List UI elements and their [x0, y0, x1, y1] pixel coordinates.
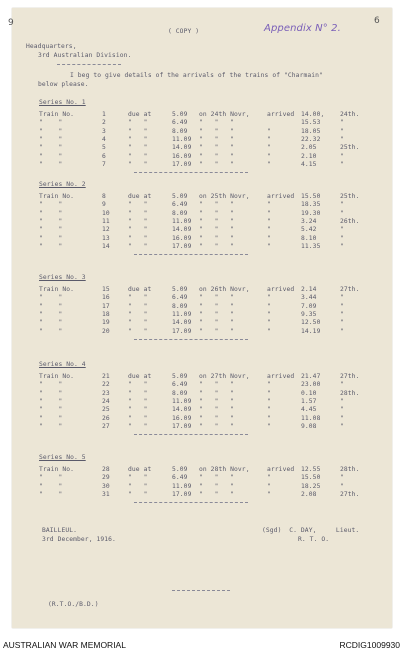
train-row-cell: " [267, 490, 271, 498]
train-row-cell: " [340, 381, 344, 389]
train-row-cell: " " [39, 482, 63, 490]
archive-credit: AUSTRALIAN WAR MEMORIAL [3, 640, 126, 650]
train-row-cell: 9.35 [301, 310, 317, 318]
archive-id: RCDIG1009930 [339, 640, 400, 650]
train-row-cell: 9 [102, 201, 106, 209]
train-row-cell: " " [128, 490, 148, 498]
train-row-cell: 14.09 [172, 226, 192, 234]
intro-text: below please. [38, 81, 89, 88]
train-row-cell: 14.09 [172, 144, 192, 152]
train-row-cell: arrived [267, 193, 295, 200]
train-row-cell: 25th. [340, 144, 360, 152]
separator-line [172, 590, 230, 591]
separator-line [57, 64, 121, 65]
separator-line [134, 172, 248, 173]
train-row-cell: " [267, 302, 271, 310]
train-row-cell: Train No. [39, 373, 75, 380]
train-row-cell: " " " [199, 310, 235, 318]
train-row-cell: 24 [102, 397, 110, 405]
train-row-cell: " " " [199, 234, 235, 242]
train-row-cell: 15.53 [301, 119, 321, 127]
train-row-cell: " " [128, 152, 148, 160]
train-row-cell: " " " [199, 406, 235, 414]
train-row-cell: " " " [199, 127, 235, 135]
train-row-cell: " [340, 127, 344, 135]
train-row-cell: " " " [199, 160, 235, 168]
train-row-cell: 15.50 [301, 474, 321, 482]
train-row-cell: " [340, 234, 344, 242]
train-row-cell: due at [128, 373, 152, 380]
train-row-cell: " " " [199, 414, 235, 422]
train-row-cell: " [267, 310, 271, 318]
train-row-cell: 14.19 [301, 327, 321, 335]
train-row-cell: " [340, 201, 344, 209]
train-row-cell: 11.09 [172, 482, 192, 490]
train-row-cell: 1 [102, 111, 106, 118]
train-row-cell: " " [39, 310, 63, 318]
train-row-cell: " " [128, 209, 148, 217]
train-row-cell: 4.45 [301, 406, 317, 414]
train-row-cell: 27th. [340, 373, 360, 380]
train-row-cell: " " " [199, 327, 235, 335]
train-row-cell: " " [39, 127, 63, 135]
train-row-cell: " [340, 327, 344, 335]
train-row-cell: " " " [199, 152, 235, 160]
train-row-cell: 8.09 [172, 389, 188, 397]
train-row-cell: " [340, 302, 344, 310]
series-title: Series No. 5 [39, 454, 86, 461]
train-row-cell: 12.55 [301, 466, 321, 473]
train-row-cell: 2.08 [301, 490, 317, 498]
train-row-cell: " " " [199, 319, 235, 327]
train-row-cell: " " [39, 302, 63, 310]
train-row-cell: 9.08 [301, 422, 317, 430]
copy-label: ( COPY ) [168, 28, 200, 35]
train-row-cell: 6.49 [172, 201, 188, 209]
train-row-cell: Train No. [39, 111, 75, 118]
train-row-cell: 5.09 [172, 193, 188, 200]
train-row-cell: " " " [199, 226, 235, 234]
train-row-cell: " [340, 209, 344, 217]
train-row-cell: on 27th Novr, [199, 373, 250, 380]
train-row-cell: 3.24 [301, 217, 317, 225]
train-row-cell: 27th. [340, 490, 360, 498]
train-row-cell: " [267, 327, 271, 335]
train-row-cell: " [267, 319, 271, 327]
train-row-cell: due at [128, 193, 152, 200]
reference-code: (R.T.O./B.D.) [48, 601, 99, 608]
letter-date: 3rd December, 1916. [42, 536, 116, 543]
corner-mark: 9 [8, 18, 14, 28]
train-row-cell: " " " [199, 422, 235, 430]
train-row-cell: " [267, 474, 271, 482]
train-row-cell: arrived [267, 286, 295, 293]
train-row-cell: " [340, 422, 344, 430]
train-row-cell: 11.35 [301, 242, 321, 250]
train-row-cell: Train No. [39, 466, 75, 473]
train-row-cell: " [267, 135, 271, 143]
place-name: BAILLEUL. [42, 527, 78, 534]
train-row-cell: 6.49 [172, 119, 188, 127]
train-row-cell: 19 [102, 319, 110, 327]
train-row-cell: " " [128, 381, 148, 389]
train-row-cell: 15.50 [301, 193, 321, 200]
train-row-cell: due at [128, 286, 152, 293]
train-row-cell: " " [128, 482, 148, 490]
train-row-cell: 12.50 [301, 319, 321, 327]
train-row-cell: 30 [102, 482, 110, 490]
train-row-cell: 8.10 [301, 234, 317, 242]
train-row-cell: " " [128, 119, 148, 127]
train-row-cell: 19.30 [301, 209, 321, 217]
train-row-cell: 23 [102, 389, 110, 397]
train-row-cell: 3.44 [301, 294, 317, 302]
train-row-cell: " " [128, 397, 148, 405]
train-row-cell: 16.09 [172, 414, 192, 422]
separator-line [134, 254, 248, 255]
train-row-cell: 25th. [340, 193, 360, 200]
train-row-cell: 13 [102, 234, 110, 242]
train-row-cell: 17.09 [172, 490, 192, 498]
train-row-cell: " " " [199, 119, 235, 127]
train-row-cell: 14.00, [301, 111, 325, 118]
train-row-cell: 14 [102, 242, 110, 250]
train-row-cell: " " [128, 422, 148, 430]
train-row-cell: " " " [199, 135, 235, 143]
train-row-cell: arrived [267, 373, 295, 380]
train-row-cell: " " [128, 389, 148, 397]
train-row-cell: " [267, 294, 271, 302]
train-row-cell: " " [39, 490, 63, 498]
train-row-cell: " [340, 406, 344, 414]
train-row-cell: " " [128, 474, 148, 482]
train-row-cell: on 26th Novr, [199, 286, 250, 293]
train-row-cell: " " [39, 209, 63, 217]
appendix-annotation: Appendix N° 2. [264, 23, 341, 34]
train-row-cell: " [340, 482, 344, 490]
train-row-cell: 5.42 [301, 226, 317, 234]
train-row-cell: 5.09 [172, 466, 188, 473]
series-title: Series No. 1 [39, 99, 86, 106]
train-row-cell: " " [39, 226, 63, 234]
train-row-cell: 11.09 [172, 310, 192, 318]
train-row-cell: " " [128, 414, 148, 422]
train-row-cell: 4.15 [301, 160, 317, 168]
train-row-cell: " [267, 127, 271, 135]
train-row-cell: " " [39, 397, 63, 405]
train-row-cell: 6 [102, 152, 106, 160]
train-row-cell: 8.09 [172, 209, 188, 217]
train-row-cell: " [340, 319, 344, 327]
train-row-cell: " [267, 160, 271, 168]
train-row-cell: 6.49 [172, 474, 188, 482]
train-row-cell: 6.49 [172, 294, 188, 302]
train-row-cell: " " [39, 319, 63, 327]
train-row-cell: 24th. [340, 111, 360, 118]
train-row-cell: 5.09 [172, 286, 188, 293]
train-row-cell: 22.32 [301, 135, 321, 143]
train-row-cell: 16.09 [172, 234, 192, 242]
addressee-line: Headquarters, [26, 43, 77, 50]
train-row-cell: " [267, 414, 271, 422]
page-number: 6 [374, 16, 380, 26]
train-row-cell: " " [128, 144, 148, 152]
train-row-cell: " " [39, 327, 63, 335]
train-row-cell: " " " [199, 209, 235, 217]
series-title: Series No. 3 [39, 274, 86, 281]
train-row-cell: 26 [102, 414, 110, 422]
train-row-cell: " " " [199, 482, 235, 490]
train-row-cell: " " [39, 381, 63, 389]
train-row-cell: 17.09 [172, 242, 192, 250]
train-row-cell: 7 [102, 160, 106, 168]
train-row-cell: 5 [102, 144, 106, 152]
train-row-cell: " " [39, 422, 63, 430]
train-row-cell: " [267, 389, 271, 397]
train-row-cell: 28th. [340, 466, 360, 473]
train-row-cell: " " [39, 234, 63, 242]
train-row-cell: " [340, 242, 344, 250]
train-row-cell: " [340, 226, 344, 234]
train-row-cell: 8 [102, 193, 106, 200]
train-row-cell: 16.09 [172, 152, 192, 160]
train-row-cell: Train No. [39, 193, 75, 200]
train-row-cell: 4 [102, 135, 106, 143]
train-row-cell: " " " [199, 242, 235, 250]
train-row-cell: 25 [102, 406, 110, 414]
train-row-cell: 27th. [340, 286, 360, 293]
train-row-cell: " " [39, 160, 63, 168]
separator-line [134, 434, 248, 435]
train-row-cell: 17.09 [172, 160, 192, 168]
train-row-cell: " " [39, 389, 63, 397]
signature-line: (Sgd) C. DAY, Lieut. [262, 527, 360, 534]
train-row-cell: due at [128, 111, 152, 118]
train-row-cell: " " [128, 217, 148, 225]
train-row-cell: " " " [199, 389, 235, 397]
train-row-cell: 11.08 [301, 414, 321, 422]
train-row-cell: on 28th Novr, [199, 466, 250, 473]
train-row-cell: " [340, 135, 344, 143]
train-row-cell: 26th. [340, 217, 360, 225]
train-row-cell: " " [39, 242, 63, 250]
train-row-cell: 17 [102, 302, 110, 310]
train-row-cell: " [267, 209, 271, 217]
train-row-cell: 18 [102, 310, 110, 318]
train-row-cell: " " " [199, 201, 235, 209]
train-row-cell: " " " [199, 294, 235, 302]
train-row-cell: " " [39, 294, 63, 302]
train-row-cell: " " " [199, 381, 235, 389]
train-row-cell: " " [39, 414, 63, 422]
train-row-cell: " " " [199, 490, 235, 498]
train-row-cell: 2 [102, 119, 106, 127]
train-row-cell: 31 [102, 490, 110, 498]
train-row-cell: " " [128, 135, 148, 143]
intro-text: I beg to give details of the arrivals of the trains of "Charmain" [70, 72, 323, 79]
train-row-cell: 0.10 [301, 389, 317, 397]
train-row-cell: 2.05 [301, 144, 317, 152]
train-row-cell: 16 [102, 294, 110, 302]
series-title: Series No. 2 [39, 181, 86, 188]
train-row-cell: 22 [102, 381, 110, 389]
train-row-cell: " " [128, 327, 148, 335]
train-row-cell: " [267, 234, 271, 242]
train-row-cell: 11.09 [172, 397, 192, 405]
train-row-cell: 8.09 [172, 302, 188, 310]
train-row-cell: 18.35 [301, 201, 321, 209]
train-row-cell: 7.09 [301, 302, 317, 310]
train-row-cell: " " [128, 310, 148, 318]
train-row-cell: on 25th Novr, [199, 193, 250, 200]
train-row-cell: " " [128, 160, 148, 168]
train-row-cell: " " [39, 135, 63, 143]
train-row-cell: on 24th Novr, [199, 111, 250, 118]
train-row-cell: 11 [102, 217, 110, 225]
train-row-cell: 17.09 [172, 422, 192, 430]
train-row-cell: 14.09 [172, 406, 192, 414]
signatory-role: R. T. O. [298, 536, 330, 543]
train-row-cell: 11.09 [172, 135, 192, 143]
train-row-cell: 17.09 [172, 327, 192, 335]
train-row-cell: " " [128, 319, 148, 327]
train-row-cell: " " [39, 119, 63, 127]
train-row-cell: " [267, 381, 271, 389]
train-row-cell: " [267, 397, 271, 405]
train-row-cell: arrived [267, 111, 295, 118]
train-row-cell: " " [39, 201, 63, 209]
train-row-cell: 12 [102, 226, 110, 234]
series-title: Series No. 4 [39, 361, 86, 368]
separator-line [134, 339, 248, 340]
train-row-cell: 21 [102, 373, 110, 380]
train-row-cell: 28 [102, 466, 110, 473]
train-row-cell: " [267, 422, 271, 430]
train-row-cell: " [340, 310, 344, 318]
addressee-line: 3rd Australian Division. [38, 52, 132, 59]
train-row-cell: " [267, 242, 271, 250]
train-row-cell: " " " [199, 217, 235, 225]
train-row-cell: 3 [102, 127, 106, 135]
train-row-cell: " [267, 144, 271, 152]
train-row-cell: 2.14 [301, 286, 317, 293]
train-row-cell: 18.25 [301, 482, 321, 490]
train-row-cell: 29 [102, 474, 110, 482]
train-row-cell: 18.05 [301, 127, 321, 135]
train-row-cell: " [267, 482, 271, 490]
train-row-cell: " " [128, 302, 148, 310]
train-row-cell: 15 [102, 286, 110, 293]
train-row-cell: " [267, 217, 271, 225]
separator-line [134, 502, 248, 503]
train-row-cell: " [267, 201, 271, 209]
document-page [8, 8, 392, 628]
train-row-cell: " " [39, 217, 63, 225]
train-row-cell: " [267, 406, 271, 414]
train-row-cell: " " [128, 234, 148, 242]
train-row-cell: 10 [102, 209, 110, 217]
train-row-cell: 2.10 [301, 152, 317, 160]
train-row-cell: " [267, 226, 271, 234]
train-row-cell: " " " [199, 397, 235, 405]
train-row-cell: " " [128, 226, 148, 234]
train-row-cell: " " [128, 242, 148, 250]
train-row-cell: 6.49 [172, 381, 188, 389]
train-row-cell: " " [128, 294, 148, 302]
train-row-cell: " " [39, 406, 63, 414]
train-row-cell: " [340, 294, 344, 302]
train-row-cell: 28th. [340, 389, 360, 397]
train-row-cell: Train No. [39, 286, 75, 293]
train-row-cell: 5.09 [172, 111, 188, 118]
train-row-cell: 20 [102, 327, 110, 335]
train-row-cell: 21.47 [301, 373, 321, 380]
train-row-cell: 11.09 [172, 217, 192, 225]
train-row-cell: 1.57 [301, 397, 317, 405]
train-row-cell: " " [39, 144, 63, 152]
train-row-cell: " " [39, 152, 63, 160]
train-row-cell: 14.09 [172, 319, 192, 327]
train-row-cell: " " [128, 127, 148, 135]
train-row-cell: " [340, 414, 344, 422]
train-row-cell: " " " [199, 474, 235, 482]
train-row-cell: arrived [267, 466, 295, 473]
train-row-cell: 5.09 [172, 373, 188, 380]
train-row-cell: 8.09 [172, 127, 188, 135]
train-row-cell: " [340, 152, 344, 160]
train-row-cell: " [340, 474, 344, 482]
train-row-cell: " " " [199, 302, 235, 310]
train-row-cell: " " [128, 201, 148, 209]
train-row-cell: " " [39, 474, 63, 482]
train-row-cell: " " [128, 406, 148, 414]
train-row-cell: " " " [199, 144, 235, 152]
train-row-cell: 23.00 [301, 381, 321, 389]
train-row-cell: due at [128, 466, 152, 473]
train-row-cell: " [340, 119, 344, 127]
train-row-cell: " [340, 397, 344, 405]
train-row-cell: " [267, 152, 271, 160]
train-row-cell: " [340, 160, 344, 168]
train-row-cell: 27 [102, 422, 110, 430]
